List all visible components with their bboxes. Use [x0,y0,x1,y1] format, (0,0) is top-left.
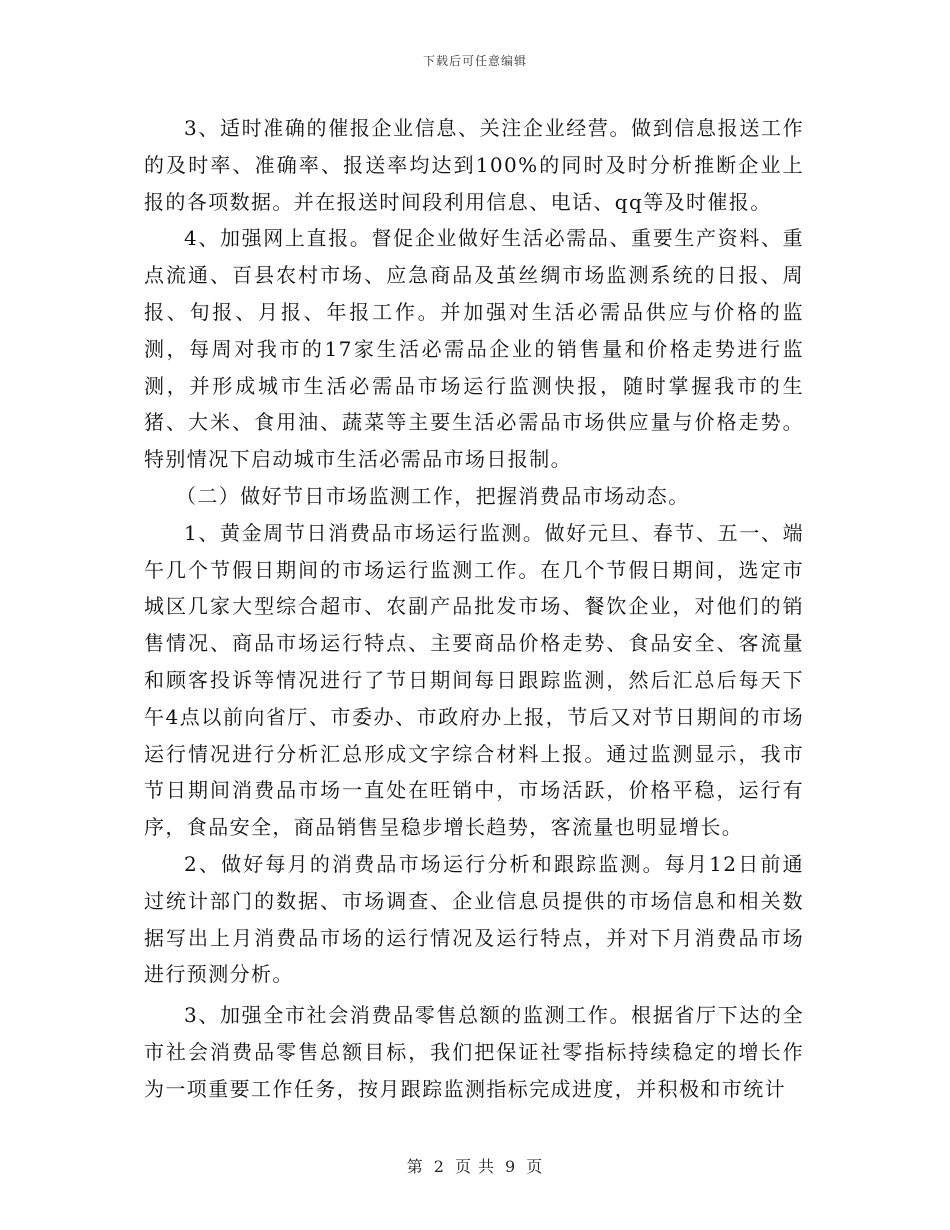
paragraph-item-3: 3、适时准确的催报企业信息、关注企业经营。做到信息报送工作的及时率、准确率、报送率均达到100%的同时及时分析推断企业上报的各项数据。并在报送时间段利用信息、电话、qq等及时催报。 [144,116,804,214]
paragraph-item-4: 4、加强网上直报。督促企业做好生活必需品、重要生产资料、重点流通、百县农村市场、应急商品及茧丝绸市场监测系统的日报、周报、旬报、月报、年报工作。并加强对生活必需品供应与价格的监测，每周对我市的17家生活必需品企业的销售量和价格走势进行监测，并形成城市生活必需品市场运行监测快报，随时掌握我市的生猪、大米、食用油、蔬菜等主要生活必需品市场供应量与价格走势。特别情况下启动城市生活必需品市场日报制。 [144,226,804,472]
paragraph-retail-monitoring: 3、加强全市社会消费品零售总额的监测工作。根据省厅下达的全市社会消费品零售总额目标，我们把保证社零指标持续稳定的增长作为一项重要工作任务，按月跟踪监测指标完成进度，并积极和市统计 [144,1003,804,1101]
footer-middle: 页 共 [454,1157,496,1176]
page-header: 下载后可任意编辑 [422,54,527,68]
footer-prefix: 第 [406,1157,424,1176]
paragraph-monthly-analysis: 2、做好每月的消费品市场运行分析和跟踪监测。每月12日前通过统计部门的数据、市场调查、企业信息员提供的市场信息和相关数据写出上月消费品市场的运行情况及运行特点，并对下月消费品市场进行预测分析。 [144,851,804,987]
footer-suffix: 页 [526,1157,544,1176]
current-page-number: 2 [433,1157,445,1176]
paragraph-holiday-monitoring: 1、黄金周节日消费品市场运行监测。做好元旦、春节、五一、端午几个节假日期间的市场运行监测工作。在几个节假日期间，选定市城区几家大型综合超市、农副产品批发市场、餐饮企业，对他们的销售情况、商品市场运行特点、主要商品价格走势、食品安全、客流量和顾客投诉等情况进行了节日期间每日跟踪监测，然后汇总后每天下午4点以前向省厅、市委办、市政府办上报，节后又对节日期间的市场运行情况进行分析汇总形成文字综合材料上报。通过监测显示，我市节日期间消费品市场一直处在旺销中，市场活跃，价格平稳，运行有序，食品安全，商品销售呈稳步增长趋势，客流量也明显增长。 [144,520,804,840]
total-page-number: 9 [505,1157,517,1176]
document-body [144,110,804,1108]
section-heading-2: （二）做好节日市场监测工作，把握消费品市场动态。 [176,483,690,508]
page-footer [0,1154,950,1177]
